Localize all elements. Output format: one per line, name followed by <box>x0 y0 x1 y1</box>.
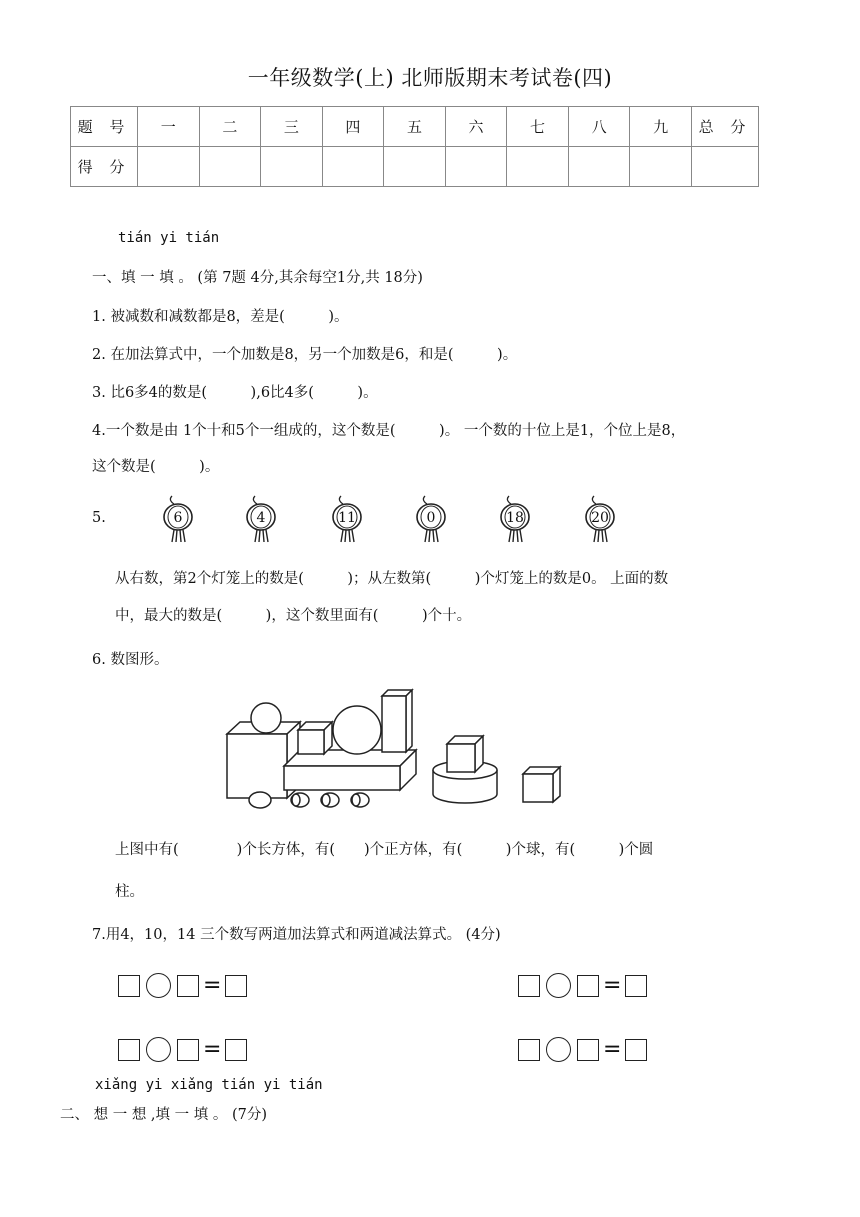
score-cell[interactable] <box>445 147 507 187</box>
score-header-cell: 六 <box>445 107 507 147</box>
score-cell[interactable] <box>692 147 759 187</box>
score-header-cell: 一 <box>138 107 200 147</box>
equals-sign: = <box>603 972 622 998</box>
score-header-cell: 八 <box>568 107 630 147</box>
answer-box[interactable] <box>118 1039 140 1061</box>
equation-template-3 <box>118 1037 247 1062</box>
question-6-line2: 柱。 <box>115 884 144 900</box>
answer-box[interactable] <box>518 1039 540 1061</box>
lantern-number: 0 <box>426 510 436 526</box>
equals-sign: = <box>603 1036 622 1062</box>
lantern-number: 20 <box>591 510 609 526</box>
question-6-line1: 上图中有( )个长方体，有( )个正方体，有( )个球，有( )个圆 <box>115 842 654 858</box>
answer-box[interactable] <box>577 975 599 997</box>
answer-box[interactable] <box>177 1039 199 1061</box>
section1-heading: 一、填 一 填 。 (第 7题 4分,其余每空1分,共 18分) <box>92 270 423 286</box>
question-2: 2. 在加法算式中，一个加数是8，另一个加数是6，和是( )。 <box>92 347 518 363</box>
lantern-number: 4 <box>256 510 266 526</box>
question-3: 3. 比6多4的数是( ),6比4多( )。 <box>92 385 378 401</box>
score-cell[interactable] <box>322 147 384 187</box>
answer-box[interactable] <box>625 975 647 997</box>
section1-pinyin: tián yi tián <box>118 230 220 246</box>
lantern-icon <box>158 494 198 544</box>
score-cell[interactable] <box>384 147 446 187</box>
answer-box[interactable] <box>177 975 199 997</box>
operator-circle[interactable] <box>546 1037 571 1062</box>
lantern-icon <box>241 494 281 544</box>
question-5-line2: 中，最大的数是( )，这个数里面有( )个十。 <box>115 608 472 624</box>
lantern-icon <box>411 494 451 544</box>
section2-pinyin: xiǎng yi xiǎng tián yi tián <box>95 1077 323 1093</box>
score-table-header-row <box>71 107 759 147</box>
section2-heading: 二、 想 一 想 ,填 一 填 。 (7分) <box>60 1107 268 1123</box>
answer-box[interactable] <box>625 1039 647 1061</box>
equation-template-1 <box>118 973 247 998</box>
question-1: 1. 被减数和减数都是8，差是( )。 <box>92 309 349 325</box>
answer-box[interactable] <box>225 975 247 997</box>
answer-box[interactable] <box>518 975 540 997</box>
operator-circle[interactable] <box>546 973 571 998</box>
question-4-line2: 这个数是( )。 <box>92 459 220 475</box>
score-header-cell: 题 号 <box>71 107 138 147</box>
answer-box[interactable] <box>118 975 140 997</box>
score-header-cell: 九 <box>630 107 692 147</box>
score-table <box>70 106 759 187</box>
lantern-number: 11 <box>338 510 356 526</box>
score-header-cell: 总 分 <box>692 107 759 147</box>
operator-circle[interactable] <box>146 973 171 998</box>
lantern-icon <box>327 494 367 544</box>
lantern-icon <box>580 494 620 544</box>
answer-box[interactable] <box>225 1039 247 1061</box>
score-table-score-row <box>71 147 759 187</box>
lantern-number: 18 <box>506 510 524 526</box>
equals-sign: = <box>203 1036 222 1062</box>
question-6-label: 6. 数图形。 <box>92 652 169 668</box>
score-header-cell: 四 <box>322 107 384 147</box>
score-cell[interactable] <box>138 147 200 187</box>
lantern-icon <box>495 494 535 544</box>
score-header-cell: 七 <box>507 107 569 147</box>
question-7: 7.用4，10，14 三个数写两道加法算式和两道减法算式。 (4分) <box>92 927 501 943</box>
score-header-cell: 五 <box>384 107 446 147</box>
score-cell[interactable] <box>261 147 323 187</box>
score-header-cell: 二 <box>199 107 261 147</box>
equation-template-2 <box>518 973 647 998</box>
operator-circle[interactable] <box>146 1037 171 1062</box>
score-row-label: 得 分 <box>71 147 138 187</box>
equals-sign: = <box>203 972 222 998</box>
question-4-line1: 4.一个数是由 1个十和5个一组成的，这个数是( )。 一个数的十位上是1，个位上是8， <box>92 423 686 439</box>
question-5-line1: 从右数，第2个灯笼上的数是( )；从左数第( )个灯笼上的数是0。 上面的数 <box>115 571 669 587</box>
shapes-figure-illustration <box>220 684 570 812</box>
score-header-cell: 三 <box>261 107 323 147</box>
answer-box[interactable] <box>577 1039 599 1061</box>
lantern-number: 6 <box>173 510 183 526</box>
score-cell[interactable] <box>199 147 261 187</box>
page-title: 一年级数学(上) 北师版期末考试卷(四) <box>247 66 613 90</box>
score-cell[interactable] <box>630 147 692 187</box>
score-cell[interactable] <box>568 147 630 187</box>
question-5-label: 5. <box>92 510 106 526</box>
equation-template-4 <box>518 1037 647 1062</box>
score-cell[interactable] <box>507 147 569 187</box>
